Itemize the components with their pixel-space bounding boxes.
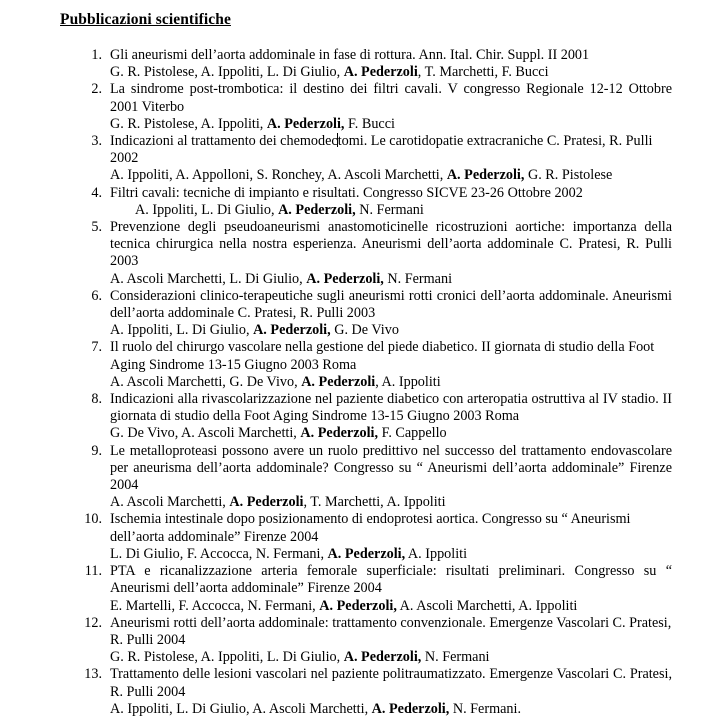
publication-entry: [0, 185, 701, 219]
publication-body: [110, 219, 672, 288]
authors-after-highlight: N. Fermani: [383, 270, 453, 287]
publication-entry: [0, 511, 701, 563]
publication-body: [110, 81, 672, 133]
publication-title: [110, 133, 672, 167]
publication-entry: [0, 666, 701, 718]
highlighted-author: A. Pederzoli,: [306, 270, 384, 287]
publication-title-part-2: tomi. Le carotidopatie extracraniche C. Pratesi, R. Pulli 2002: [110, 133, 653, 167]
publication-entry: [0, 133, 701, 185]
publication-entry: [0, 288, 701, 340]
highlighted-author: A. Pederzoli,: [319, 597, 397, 614]
publication-body: [110, 47, 672, 81]
highlighted-author: A. Pederzoli,: [446, 167, 525, 184]
highlighted-author: A. Pederzoli: [229, 494, 304, 511]
authors-before-highlight: G. R. Pistolese, A. Ippoliti, L. Di Giulio,: [110, 64, 344, 81]
publication-body: [110, 443, 672, 512]
publication-authors: [110, 546, 672, 563]
publication-entry: [0, 339, 701, 391]
authors-before-highlight: G. R. Pistolese, A. Ippoliti,: [110, 115, 267, 132]
publication-authors: [110, 322, 672, 339]
publication-body: [110, 133, 672, 185]
publication-entry: [0, 81, 701, 133]
publication-number: 4.: [91, 184, 102, 201]
authors-before-highlight: A. Ascoli Marchetti, L. Di Giulio,: [110, 270, 307, 287]
highlighted-author: A. Pederzoli,: [300, 425, 379, 442]
publication-authors: [110, 598, 672, 615]
publication-entry: [0, 563, 701, 615]
publication-body: [110, 666, 672, 718]
publication-number: 5.: [91, 219, 102, 236]
publications-list: [0, 47, 701, 718]
publication-title: La sindrome post-trombotica: il destino dei filtri cavali. V congresso Regionale 12-12 Ottobre 2001 Viterbo: [110, 81, 672, 115]
publication-number: 10.: [84, 511, 102, 528]
authors-before-highlight: A. Ippoliti, L. Di Giulio,: [110, 322, 254, 339]
publication-title: Ischemia intestinale dopo posizionamento di endoprotesi aortica. Congresso su “ Aneurismi dell’aorta addominale” Firenze 2004: [110, 511, 631, 545]
publication-title: Filtri cavali: tecniche di impianto e risultati. Congresso SICVE 23-26 Ottobre 2002: [110, 184, 583, 201]
highlighted-author: A. Pederzoli,: [371, 700, 450, 717]
authors-after-highlight: N. Fermani.: [449, 700, 521, 717]
publication-entry: [0, 391, 701, 443]
authors-after-highlight: F. Bucci: [344, 115, 395, 132]
highlighted-author: A. Pederzoli: [343, 64, 418, 81]
publication-entry: [0, 219, 701, 288]
authors-after-highlight: , A. Ippoliti: [375, 373, 441, 390]
highlighted-author: A. Pederzoli,: [266, 115, 345, 132]
publication-authors: [110, 116, 672, 133]
publication-number: 6.: [91, 287, 102, 304]
authors-after-highlight: A. Ascoli Marchetti, A. Ippoliti: [396, 597, 578, 614]
publication-number: 13.: [84, 666, 102, 683]
publication-number: 1.: [91, 47, 102, 63]
authors-after-highlight: , T. Marchetti, F. Bucci: [417, 64, 549, 81]
publication-number: 12.: [84, 614, 102, 631]
publication-authors: [110, 202, 672, 219]
publication-title: Le metalloproteasi possono avere un ruolo predittivo nel successo del trattamento endovascolare per aneurisma dell’aorta addominale? Congresso su “ Aneurismi dell’aorta addominale” Firenze 2004: [110, 442, 672, 494]
publication-authors: [110, 167, 672, 184]
authors-after-highlight: N. Fermani: [355, 201, 424, 218]
publication-title: PTA e ricanalizzazione arteria femorale superficiale: risultati preliminari. Congresso su “ Aneurismi dell’aorta addominale” Firenze 2004: [110, 563, 672, 597]
authors-before-highlight: L. Di Giulio, F. Accocca, N. Fermani,: [110, 545, 328, 562]
authors-after-highlight: G. De Vivo: [330, 322, 399, 339]
authors-before-highlight: E. Martelli, F. Accocca, N. Fermani,: [110, 597, 320, 614]
page-title: Pubblicazioni scientifiche: [60, 11, 231, 28]
publication-title: Trattamento delle lesioni vascolari nel paziente politraumatizzato. Emergenze Vascolari C. Pratesi, R. Pulli 2004: [110, 666, 672, 700]
publication-authors: [110, 425, 672, 442]
publication-number: 11.: [84, 563, 102, 580]
publication-body: [110, 511, 672, 563]
authors-before-highlight: A. Ascoli Marchetti, G. De Vivo,: [110, 373, 302, 390]
highlighted-author: A. Pederzoli,: [253, 322, 331, 339]
authors-before-highlight: A. Ascoli Marchetti,: [110, 494, 230, 511]
publication-number: 2.: [91, 81, 102, 98]
publication-number: 7.: [91, 339, 102, 356]
highlighted-author: A. Pederzoli,: [327, 545, 406, 562]
authors-before-highlight: A. Ippoliti, A. Appolloni, S. Ronchey, A. Ascoli Marchetti,: [110, 167, 447, 184]
publication-title: Indicazioni alla rivascolarizzazione nel paziente diabetico con arteropatia ostruttiva al IV stadio. II giornata di studio della Foot Aging Sindrome 13-15 Giugno 2003 Roma: [110, 391, 672, 425]
publication-body: [110, 339, 672, 391]
publication-body: [110, 563, 672, 615]
publication-entry: [0, 615, 701, 667]
publication-number: 8.: [91, 391, 102, 408]
publication-body: [110, 288, 672, 340]
authors-after-highlight: G. R. Pistolese: [524, 167, 613, 184]
publication-title: Prevenzione degli pseudoaneurismi anastomoticinelle ricostruzioni aortiche: importanza della tecnica chirurgica nella nostra esperienza. Aneurismi dell’aorta addominale C. Pratesi, R. Pulli 2003: [110, 219, 672, 270]
authors-after-highlight: , T. Marchetti, A. Ippoliti: [303, 494, 446, 511]
authors-before-highlight: G. R. Pistolese, A. Ippoliti, L. Di Giulio,: [110, 649, 344, 666]
publication-number: 3.: [91, 133, 102, 150]
publication-authors: [110, 649, 672, 666]
highlighted-author: A. Pederzoli: [301, 373, 376, 390]
authors-after-highlight: A. Ippoliti: [405, 545, 468, 562]
text-caret: [337, 133, 338, 147]
authors-after-highlight: F. Cappello: [378, 425, 447, 442]
publication-title: Considerazioni clinico-terapeutiche sugli aneurismi rotti cronici dell’aorta addominale. Aneurismi dell’aorta addominale C. Pratesi, R. Pulli 2003: [110, 287, 672, 322]
publication-entry: [0, 443, 701, 512]
authors-before-highlight: A. Ippoliti, L. Di Giulio, A. Ascoli Marchetti,: [110, 700, 372, 717]
authors-before-highlight: G. De Vivo, A. Ascoli Marchetti,: [110, 425, 301, 442]
publication-authors: [110, 271, 672, 288]
highlighted-author: A. Pederzoli,: [343, 649, 422, 666]
publication-body: [110, 615, 672, 667]
publication-number: 9.: [91, 442, 102, 459]
publication-entry: [0, 47, 701, 81]
publication-title: Gli aneurismi dell’aorta addominale in fase di rottura. Ann. Ital. Chir. Suppl. II 2001: [110, 47, 590, 63]
publication-authors: [110, 494, 672, 511]
publication-body: [110, 391, 672, 443]
publication-title-part-1: Indicazioni al trattamento dei chemodec: [110, 133, 338, 150]
publication-authors: [110, 374, 672, 391]
publication-title: Aneurismi rotti dell’aorta addominale: trattamento convenzionale. Emergenze Vascolari C. Pratesi, R. Pulli 2004: [110, 614, 672, 648]
publication-title: Il ruolo del chirurgo vascolare nella gestione del piede diabetico. II giornata di studio della Foot Aging Sindrome 13-15 Giugno 2003 Roma: [110, 339, 655, 373]
publication-authors: [110, 701, 672, 718]
authors-before-highlight: A. Ippoliti, L. Di Giulio,: [135, 201, 279, 218]
publication-body: [110, 185, 672, 219]
publication-authors: [110, 64, 672, 81]
highlighted-author: A. Pederzoli,: [278, 201, 356, 218]
authors-after-highlight: N. Fermani: [421, 649, 490, 666]
